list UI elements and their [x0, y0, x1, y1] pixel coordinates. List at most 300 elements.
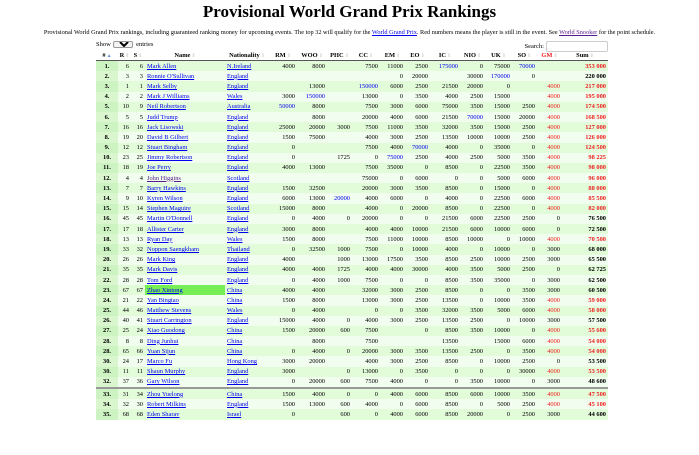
player-link[interactable]: Eden Sharav — [147, 410, 180, 418]
nationality-cell — [225, 336, 269, 346]
nationality-cell — [225, 316, 269, 326]
points-cell-phc — [327, 224, 352, 234]
player-link[interactable]: Stephen Maguire — [147, 205, 191, 213]
points-cell-nio: 20000 — [460, 409, 485, 419]
r-cell: 65 — [118, 346, 131, 356]
nationality-link[interactable]: England — [227, 195, 249, 203]
sort-arrow-icon: ⇕ — [138, 53, 143, 59]
points-cell-woo — [297, 173, 327, 183]
rank-cell: 8. — [96, 132, 118, 142]
points-cell-so: 20000 — [512, 112, 537, 122]
points-cell-eo: 0 — [405, 275, 430, 285]
points-cell-uk: 22500 — [485, 163, 512, 173]
sort-arrow-icon: ⇕ — [420, 53, 425, 59]
points-cell-cc: 13000 — [352, 295, 380, 305]
player-link[interactable]: Tom Ford — [147, 276, 173, 284]
points-cell-uk: 35000 — [485, 275, 512, 285]
table-row — [96, 224, 608, 234]
points-cell-nio: 10000 — [460, 132, 485, 142]
points-cell-em: 11000 — [380, 234, 405, 244]
points-cell-phc — [327, 336, 352, 346]
name-cell — [145, 81, 225, 91]
nationality-link[interactable]: England — [227, 225, 249, 233]
r-cell: 17 — [118, 224, 131, 234]
sum-cell: 217 000 — [562, 81, 608, 91]
name-cell — [145, 409, 225, 419]
r-cell: 13 — [118, 234, 131, 244]
points-cell-ic: 13500 — [430, 132, 460, 142]
column-header-woo[interactable] — [297, 50, 327, 61]
points-cell-gm: 3000 — [537, 409, 562, 419]
nationality-link[interactable]: China — [227, 347, 243, 355]
column-header-label: RM — [275, 51, 286, 59]
points-cell-rm: 0 — [269, 143, 297, 153]
r-cell: 12 — [118, 143, 131, 153]
points-cell-gm — [537, 71, 562, 81]
points-cell-rm: 0 — [269, 244, 297, 254]
sort-arrow-icon: ⇕ — [446, 53, 452, 59]
points-cell-woo — [297, 409, 327, 419]
nationality-cell — [225, 367, 269, 377]
points-cell-ic: 4000 — [430, 143, 460, 153]
nationality-link[interactable]: England — [227, 215, 249, 223]
points-cell-gm: 0 — [537, 265, 562, 275]
rank-cell: 27. — [96, 326, 118, 336]
column-header-uk[interactable] — [485, 50, 512, 61]
points-cell-woo: 8000 — [297, 224, 327, 234]
points-cell-phc — [327, 81, 352, 91]
points-cell-cc: 7500 — [352, 143, 380, 153]
nationality-link[interactable]: Hong Kong — [227, 358, 257, 366]
points-cell-em: 0 — [380, 275, 405, 285]
table-row — [96, 163, 608, 173]
points-cell-cc: 4000 — [352, 204, 380, 214]
s-cell: 46 — [131, 306, 145, 316]
name-cell — [145, 234, 225, 244]
points-cell-phc — [327, 163, 352, 173]
points-cell-woo: 20000 — [297, 377, 327, 388]
name-cell — [145, 295, 225, 305]
points-cell-ic: 4000 — [430, 193, 460, 203]
name-cell — [145, 214, 225, 224]
nationality-link[interactable]: Wales — [227, 93, 243, 101]
points-cell-nio: 2500 — [460, 255, 485, 265]
points-cell-em: 6000 — [380, 81, 405, 91]
points-cell-so: 3500 — [512, 295, 537, 305]
name-cell — [145, 173, 225, 183]
nationality-link[interactable]: England — [227, 154, 249, 162]
nationality-link[interactable]: Scotland — [227, 205, 250, 213]
points-cell-em: 0 — [380, 244, 405, 254]
points-cell-rm: 15000 — [269, 204, 297, 214]
points-cell-rm: 0 — [269, 214, 297, 224]
s-cell: 28 — [131, 275, 145, 285]
points-cell-uk: 10000 — [485, 255, 512, 265]
player-link[interactable]: Barry Hawkins — [147, 184, 186, 192]
player-link[interactable]: Stuart Bingham — [147, 144, 188, 152]
rank-cell: 9. — [96, 143, 118, 153]
nationality-cell — [225, 234, 269, 244]
points-cell-gm: 4000 — [537, 388, 562, 399]
points-cell-rm: 1500 — [269, 388, 297, 399]
sum-cell: 53 500 — [562, 356, 608, 366]
points-cell-so: 2500 — [512, 409, 537, 419]
table-row — [96, 122, 608, 132]
player-link[interactable]: Noppon Saengkham — [147, 245, 200, 253]
column-header-label: GM — [541, 51, 553, 59]
table-row — [96, 336, 608, 346]
table-row — [96, 132, 608, 142]
player-link[interactable]: Robert Milkins — [147, 400, 186, 408]
player-link[interactable]: Joe Perry — [147, 164, 171, 172]
column-header-em[interactable] — [380, 50, 405, 61]
player-link[interactable]: Kyren Wilson — [147, 195, 183, 203]
points-cell-gm: 4000 — [537, 193, 562, 203]
player-link[interactable]: Mark Selby — [147, 82, 177, 90]
player-link[interactable]: Jack Lisowski — [147, 123, 184, 131]
points-cell-woo: 13000 — [297, 399, 327, 409]
nationality-link[interactable]: England — [227, 378, 249, 386]
points-cell-rm: 15000 — [269, 316, 297, 326]
points-cell-ic: 0 — [430, 173, 460, 183]
points-cell-nio: 2500 — [460, 316, 485, 326]
column-header-s[interactable] — [131, 50, 145, 61]
nationality-link[interactable]: Wales — [227, 307, 243, 315]
player-link[interactable]: Allister Carter — [147, 225, 184, 233]
points-cell-uk: 10000 — [485, 244, 512, 254]
sum-cell: 54 000 — [562, 346, 608, 356]
nationality-link[interactable]: England — [227, 144, 249, 152]
points-cell-so: 2500 — [512, 132, 537, 142]
nationality-cell — [225, 265, 269, 275]
points-cell-nio: 3500 — [460, 377, 485, 388]
points-cell-nio: 6000 — [460, 388, 485, 399]
r-cell: 67 — [118, 285, 131, 295]
points-cell-eo — [405, 336, 430, 346]
nationality-link[interactable]: England — [227, 276, 249, 284]
points-cell-woo: 8000 — [297, 102, 327, 112]
points-cell-rm: 0 — [269, 275, 297, 285]
column-header-so[interactable] — [512, 50, 537, 61]
player-link[interactable]: Jimmy Robertson — [147, 154, 193, 162]
column-header-ic[interactable] — [430, 50, 460, 61]
world-snooker-link[interactable]: World Snooker — [559, 29, 598, 36]
player-link[interactable]: Zhao Xintong — [147, 286, 183, 294]
player-link[interactable]: Shaun Murphy — [147, 368, 186, 376]
player-link[interactable]: Ronnie O'Sullivan — [147, 72, 195, 80]
rank-cell: 7. — [96, 122, 118, 132]
table-row — [96, 244, 608, 254]
table-row — [96, 71, 608, 81]
points-cell-em: 75000 — [380, 153, 405, 163]
points-cell-ic: 4000 — [430, 153, 460, 163]
column-header-gm[interactable] — [537, 50, 562, 61]
points-cell-cc: 7500 — [352, 122, 380, 132]
points-cell-phc — [327, 92, 352, 102]
intro-part: . Red numbers means the player is still in the event. See — [416, 29, 560, 36]
nationality-link[interactable]: England — [227, 184, 249, 192]
points-cell-phc — [327, 132, 352, 142]
nationality-link[interactable]: Thailand — [227, 245, 250, 253]
points-cell-eo: 2500 — [405, 81, 430, 91]
nationality-cell — [225, 409, 269, 419]
sort-arrow-icon: ⇕ — [191, 53, 196, 59]
nationality-link[interactable]: England — [227, 164, 249, 172]
r-cell: 37 — [118, 377, 131, 388]
nationality-link[interactable]: England — [227, 113, 249, 121]
nationality-link[interactable]: N.Ireland — [227, 62, 252, 70]
points-cell-em: 4000 — [380, 224, 405, 234]
nationality-cell — [225, 388, 269, 399]
points-cell-uk: 10000 — [485, 377, 512, 388]
column-header-rank[interactable] — [96, 50, 118, 61]
points-cell-woo — [297, 143, 327, 153]
sort-arrow-icon: ⇕ — [589, 53, 594, 59]
rank-cell: 4. — [96, 92, 118, 102]
nationality-link[interactable]: England — [227, 317, 249, 325]
nationality-cell — [225, 275, 269, 285]
points-cell-rm: 0 — [269, 409, 297, 419]
points-cell-so: 0 — [512, 71, 537, 81]
table-row — [96, 346, 608, 356]
points-cell-uk: 22500 — [485, 193, 512, 203]
player-link[interactable]: Ding Junhui — [147, 337, 179, 345]
nationality-link[interactable]: China — [227, 286, 243, 294]
nationality-cell — [225, 306, 269, 316]
points-cell-phc — [327, 204, 352, 214]
column-header-r[interactable] — [118, 50, 131, 61]
player-link[interactable]: Ryan Day — [147, 235, 173, 243]
nationality-link[interactable]: England — [227, 133, 249, 141]
points-cell-ic: 13500 — [430, 316, 460, 326]
points-cell-phc: 1000 — [327, 275, 352, 285]
r-cell: 16 — [118, 122, 131, 132]
points-cell-cc: 4000 — [352, 132, 380, 142]
points-cell-ic: 8500 — [430, 388, 460, 399]
player-link[interactable]: David B Gilbert — [147, 133, 189, 141]
player-link[interactable]: Mark Davis — [147, 266, 178, 274]
column-header-rm[interactable] — [269, 50, 297, 61]
s-cell: 34 — [131, 388, 145, 399]
points-cell-woo — [297, 255, 327, 265]
points-cell-gm: 4000 — [537, 399, 562, 409]
name-cell — [145, 388, 225, 399]
nationality-link[interactable]: China — [227, 327, 243, 335]
points-cell-gm: 3000 — [537, 316, 562, 326]
column-header-phc[interactable] — [327, 50, 352, 61]
r-cell: 32 — [118, 399, 131, 409]
points-cell-uk: 10000 — [485, 388, 512, 399]
points-cell-rm — [269, 173, 297, 183]
nationality-link[interactable]: England — [227, 400, 249, 408]
nationality-cell — [225, 399, 269, 409]
rank-cell: 2. — [96, 71, 118, 81]
points-cell-uk: 15000 — [485, 336, 512, 346]
name-cell — [145, 316, 225, 326]
points-cell-nio: 3500 — [460, 265, 485, 275]
player-link[interactable]: Mark J Williams — [147, 93, 190, 101]
s-cell: 30 — [131, 399, 145, 409]
player-link[interactable]: Matthew Stevens — [147, 307, 192, 315]
points-cell-so: 0 — [512, 244, 537, 254]
player-link[interactable]: John Higgins — [147, 174, 181, 182]
points-cell-rm: 6000 — [269, 193, 297, 203]
points-cell-em: 3000 — [380, 316, 405, 326]
player-link[interactable]: Gary Wilson — [147, 378, 180, 386]
points-cell-uk: 5000 — [485, 153, 512, 163]
sum-cell: 220 000 — [562, 71, 608, 81]
nationality-cell — [225, 326, 269, 336]
r-cell: 26 — [118, 255, 131, 265]
nationality-cell — [225, 163, 269, 173]
column-header-sum[interactable] — [562, 50, 608, 61]
player-link[interactable]: Martin O'Donnell — [147, 215, 193, 223]
nationality-link[interactable]: England — [227, 123, 249, 131]
points-cell-eo: 3500 — [405, 183, 430, 193]
name-cell — [145, 112, 225, 122]
sum-cell: 70 500 — [562, 234, 608, 244]
nationality-link[interactable]: Scotland — [227, 174, 250, 182]
nationality-link[interactable]: England — [227, 72, 249, 80]
column-header-cc[interactable] — [352, 50, 380, 61]
s-cell: 32 — [131, 244, 145, 254]
points-cell-uk: 10000 — [485, 356, 512, 366]
player-link[interactable]: Judd Trump — [147, 113, 178, 121]
s-cell: 16 — [131, 122, 145, 132]
r-cell: 28 — [118, 275, 131, 285]
column-header-label: Nationality — [229, 51, 260, 59]
nationality-link[interactable]: Israel — [227, 410, 242, 418]
s-cell: 10 — [131, 193, 145, 203]
rank-cell: 33. — [96, 388, 118, 399]
points-cell-uk: 10000 — [485, 326, 512, 336]
column-header-nio[interactable] — [460, 50, 485, 61]
s-cell: 41 — [131, 316, 145, 326]
points-cell-phc — [327, 285, 352, 295]
points-cell-cc: 7500 — [352, 275, 380, 285]
player-link[interactable]: Stuart Carrington — [147, 317, 192, 325]
sort-arrow-icon: ⇕ — [318, 53, 323, 59]
points-cell-uk: 0 — [485, 367, 512, 377]
nationality-link[interactable]: China — [227, 337, 243, 345]
points-cell-gm: 4000 — [537, 122, 562, 132]
show-label: Show — [96, 41, 111, 48]
nationality-cell — [225, 173, 269, 183]
rank-cell: 30. — [96, 367, 118, 377]
rank-cell: 11. — [96, 163, 118, 173]
points-cell-cc: 20000 — [352, 214, 380, 224]
points-cell-woo: 20000 — [297, 122, 327, 132]
points-cell-rm: 3000 — [269, 356, 297, 366]
points-cell-eo: 2500 — [405, 132, 430, 142]
rank-cell: 25. — [96, 306, 118, 316]
nationality-link[interactable]: Wales — [227, 235, 243, 243]
sort-arrow-icon: ⇕ — [501, 53, 506, 59]
player-link[interactable]: Mark King — [147, 256, 176, 264]
rankings-table — [96, 50, 608, 420]
points-cell-uk: 0 — [485, 234, 512, 244]
points-cell-eo: 3500 — [405, 255, 430, 265]
points-cell-gm: 4000 — [537, 234, 562, 244]
world-grand-prix-link[interactable]: World Grand Prix — [371, 29, 417, 36]
s-cell: 2 — [131, 92, 145, 102]
nationality-link[interactable]: England — [227, 82, 249, 90]
entries-select[interactable] — [113, 41, 133, 48]
column-header-nationality[interactable] — [225, 50, 269, 61]
points-cell-eo: 6000 — [405, 388, 430, 399]
player-link[interactable]: Neil Robertson — [147, 103, 186, 111]
points-cell-em: 0 — [380, 399, 405, 409]
points-cell-nio: 0 — [460, 173, 485, 183]
points-cell-so: 0 — [512, 326, 537, 336]
points-cell-woo: 8000 — [297, 234, 327, 244]
player-link[interactable]: Marco Fu — [147, 358, 173, 366]
points-cell-cc: 4000 — [352, 356, 380, 366]
rank-cell: 28. — [96, 346, 118, 356]
points-cell-eo: 0 — [405, 163, 430, 173]
points-cell-em: 4000 — [380, 377, 405, 388]
points-cell-so: 0 — [512, 183, 537, 193]
points-cell-so: 30000 — [512, 367, 537, 377]
points-cell-gm: 4000 — [537, 326, 562, 336]
nationality-link[interactable]: England — [227, 256, 249, 264]
points-cell-cc: 7500 — [352, 234, 380, 244]
column-header-eo[interactable] — [405, 50, 430, 61]
player-link[interactable]: Zhou Yuelong — [147, 390, 184, 398]
player-link[interactable]: Yuan Sijun — [147, 347, 176, 355]
player-link[interactable]: Mark Allen — [147, 62, 177, 70]
nationality-link[interactable]: England — [227, 368, 249, 376]
nationality-link[interactable]: Australia — [227, 103, 251, 111]
sum-cell: 195 000 — [562, 92, 608, 102]
rank-cell: 1. — [96, 61, 118, 72]
points-cell-woo: 4000 — [297, 285, 327, 295]
points-cell-woo — [297, 367, 327, 377]
points-cell-cc: 4000 — [352, 265, 380, 275]
name-cell — [145, 306, 225, 316]
column-header-name[interactable] — [145, 50, 225, 61]
points-cell-em: 3000 — [380, 132, 405, 142]
sort-arrow-icon: ⇕ — [476, 53, 482, 59]
points-cell-gm: 4000 — [537, 92, 562, 102]
table-row — [96, 143, 608, 153]
points-cell-rm: 1500 — [269, 295, 297, 305]
points-cell-phc — [327, 183, 352, 193]
rank-cell: 3. — [96, 81, 118, 91]
r-cell: 68 — [118, 409, 131, 419]
nationality-cell — [225, 61, 269, 72]
r-cell: 21 — [118, 295, 131, 305]
table-row — [96, 81, 608, 91]
points-cell-woo: 8000 — [297, 295, 327, 305]
rank-cell: 22. — [96, 275, 118, 285]
rank-cell: 13. — [96, 183, 118, 193]
points-cell-woo: 20000 — [297, 326, 327, 336]
points-cell-so: 0 — [512, 143, 537, 153]
nationality-link[interactable]: England — [227, 266, 249, 274]
points-cell-phc: 20000 — [327, 193, 352, 203]
points-cell-gm: 3000 — [537, 275, 562, 285]
table-header-row — [96, 50, 608, 61]
sort-arrow-icon: ⇕ — [396, 53, 401, 59]
player-link[interactable]: Yan Bingtao — [147, 296, 179, 304]
nationality-link[interactable]: China — [227, 390, 243, 398]
player-link[interactable]: Xiao Guodong — [147, 327, 185, 335]
sum-cell: 126 000 — [562, 132, 608, 142]
nationality-link[interactable]: China — [227, 296, 243, 304]
points-cell-rm: 0 — [269, 306, 297, 316]
points-cell-ic: 8500 — [430, 183, 460, 193]
